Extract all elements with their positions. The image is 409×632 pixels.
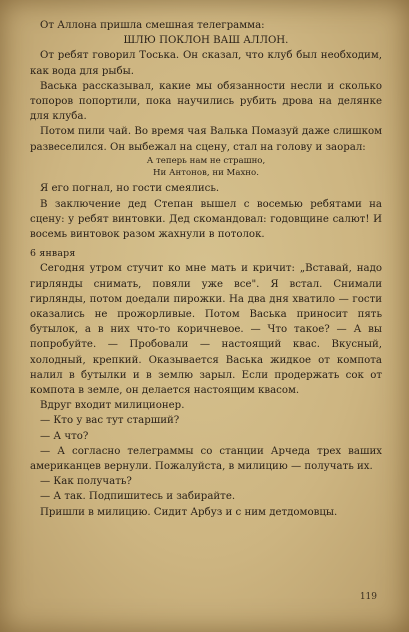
paragraph-vaska: Васька рассказывал, какие мы обязанности несли и сколько топоров попортили, пока научились рубить дрова на делянке для клуба. — [30, 80, 382, 123]
dialogue-line: — А согласно телеграммы со станции Арчеда трех ваших американцев вернули. Пожалуйста, в милицию — получать их. — [30, 445, 382, 473]
verse-line: Ни Антонов, ни Махно. — [153, 167, 259, 178]
dialogue-line: — А так. Подпишитесь и забирайте. — [40, 491, 236, 503]
dialogue-line: — Как получать? — [40, 476, 132, 488]
date-heading: 6 января — [30, 248, 76, 260]
verse-line: А теперь нам не страшно, — [146, 155, 266, 166]
paragraph-policeman: Вдруг входит милиционер. — [40, 400, 185, 412]
paragraph-guests-laughed: Я его погнал, но гости смеялись. — [40, 183, 220, 195]
verse — [30, 156, 382, 180]
dialogue-line: — Кто у вас тут старший? — [40, 415, 180, 427]
paragraph-toska: От ребят говорил Тоська. Он сказал, что клуб был необходим, как вода для рыбы. — [30, 50, 382, 77]
page-text — [30, 18, 382, 520]
page-number: 119 — [359, 592, 377, 602]
paragraph-salute: В заключение дед Степан вышел с восемью ребятами на сцену: у ребят винтовки. Дед скомандовал: годовщине салют! И восемь винтовок разом жахнули в потолок. — [30, 198, 382, 241]
paragraph-militia: Пришли в милицию. Сидит Арбуз и с ним детдомовцы. — [40, 506, 338, 518]
paragraph-telegram-intro: От Аллона пришла смешная телеграмма: — [40, 20, 265, 31]
paragraph-tea: Потом пили чай. Во время чая Валька Помазуй даже слишком развеселился. Он выбежал на сцену, стал на голову и заорал: — [30, 126, 382, 153]
paragraph-morning: Сегодня утром стучит ко мне мать и кричит: „Вставай, надо гирлянды снимать, повяли уже все". Я встал. Снимали гирлянды, потом доедали пирожки. На два дня хватило — гости оказались не прожорливые. Потом Васька приносит пять бутылок, а в них что-то коричневое. — Что такое? — А вы попробуйте. — Пробовали — настоящий квас. Вкусный, холодный, крепкий. Оказывается Васька жидкое от компота налил в бутылки и в землю зарыл. Если продержать сок от компота в земле, он делается настоящим квасом. — [30, 263, 382, 397]
dialogue-line: — А что? — [40, 430, 89, 442]
telegram-text: ШЛЮ ПОКЛОН ВАШ АЛЛОН. — [123, 35, 289, 47]
